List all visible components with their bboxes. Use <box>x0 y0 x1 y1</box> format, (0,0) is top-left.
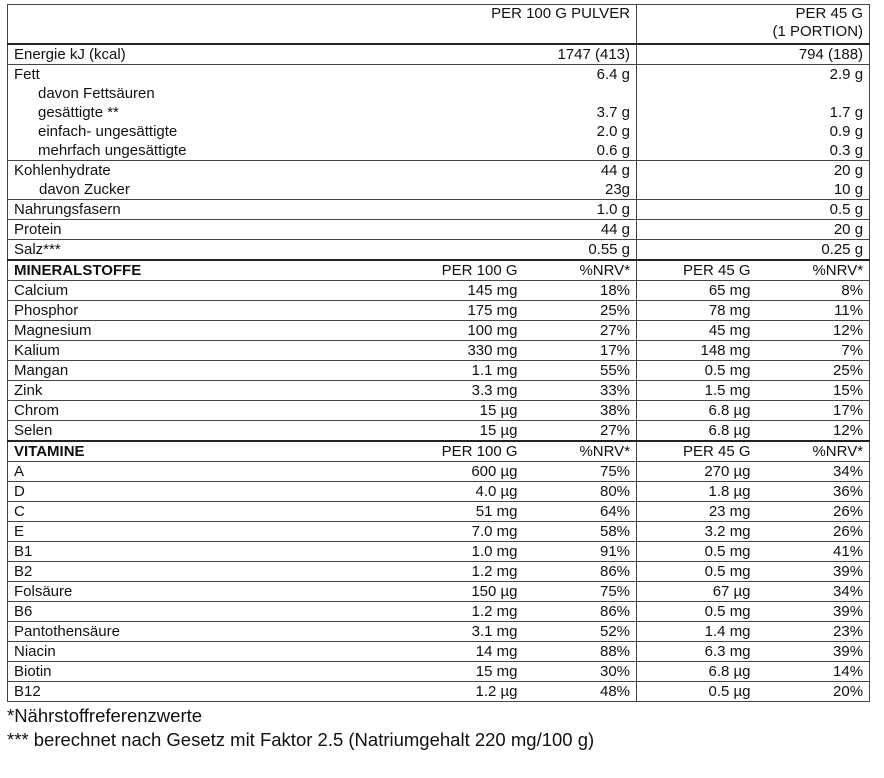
nutrition-row <box>8 180 870 200</box>
mineral-nrv-100g: 25% <box>524 301 637 321</box>
mineral-per-45g: 78 mg <box>637 301 757 321</box>
vitamin-header-row <box>8 441 870 462</box>
mineral-row <box>8 361 870 381</box>
mineral-nrv-45g: 7% <box>757 341 870 361</box>
mineral-per-100g: 3.3 mg <box>412 381 524 401</box>
vitamin-label: C <box>8 502 412 522</box>
vitamin-header-per-100g: PER 100 G <box>412 441 524 462</box>
vitamin-row <box>8 622 870 642</box>
mineral-nrv-100g: 27% <box>524 321 637 341</box>
nutrition-row <box>8 141 870 161</box>
vitamin-header-nrv-100g: %NRV* <box>524 441 637 462</box>
vitamin-nrv-45g: 26% <box>757 502 870 522</box>
vitamin-row <box>8 582 870 602</box>
nutrient-label: gesättigte ** <box>38 104 119 121</box>
mineral-nrv-100g: 55% <box>524 361 637 381</box>
nutrient-label: Kohlenhydrate <box>8 161 412 181</box>
nutrition-row <box>8 122 870 141</box>
header-row <box>8 5 870 45</box>
vitamin-nrv-45g: 26% <box>757 522 870 542</box>
nutrition-facts-sheet <box>7 4 869 750</box>
mineral-per-100g: 175 mg <box>412 301 524 321</box>
vitamin-nrv-100g: 64% <box>524 502 637 522</box>
nutrient-per-100g <box>412 84 637 103</box>
vitamin-row <box>8 682 870 702</box>
vitamin-nrv-100g: 91% <box>524 542 637 562</box>
mineral-per-100g: 145 mg <box>412 281 524 301</box>
vitamin-per-45g: 1.4 mg <box>637 622 757 642</box>
vitamin-row <box>8 662 870 682</box>
mineral-nrv-45g: 12% <box>757 321 870 341</box>
vitamin-per-100g: 14 mg <box>412 642 524 662</box>
vitamin-row <box>8 502 870 522</box>
mineral-per-45g: 6.8 µg <box>637 421 757 442</box>
vitamin-per-100g: 51 mg <box>412 502 524 522</box>
nutrient-per-45g: 0.3 g <box>637 141 870 161</box>
mineral-label: Zink <box>8 381 412 401</box>
vitamin-per-100g: 15 mg <box>412 662 524 682</box>
mineral-nrv-100g: 17% <box>524 341 637 361</box>
nutrient-per-100g: 0.6 g <box>596 142 631 159</box>
header-per-45g-line2: (1 PORTION) <box>772 23 864 40</box>
vitamin-nrv-100g: 88% <box>524 642 637 662</box>
mineral-per-45g: 148 mg <box>637 341 757 361</box>
nutrient-label: Fett <box>8 65 412 85</box>
mineral-nrv-45g: 15% <box>757 381 870 401</box>
mineral-row <box>8 401 870 421</box>
vitamin-row <box>8 602 870 622</box>
mineral-row <box>8 321 870 341</box>
nutrition-row <box>8 103 870 122</box>
mineral-label: Calcium <box>8 281 412 301</box>
footnotes <box>7 704 594 752</box>
vitamin-label: B1 <box>8 542 412 562</box>
vitamin-label: Niacin <box>8 642 412 662</box>
mineral-row <box>8 381 870 401</box>
nutrient-per-100g: 44 g <box>412 220 637 240</box>
nutrient-label: Energie kJ (kcal) <box>8 44 412 65</box>
nutrition-row <box>8 200 870 220</box>
mineral-per-100g: 15 µg <box>412 421 524 442</box>
vitamin-per-45g: 0.5 mg <box>637 542 757 562</box>
nutrition-row <box>8 65 870 85</box>
vitamin-per-100g: 1.2 µg <box>412 682 524 702</box>
vitamin-per-100g: 1.0 mg <box>412 542 524 562</box>
mineral-per-45g: 1.5 mg <box>637 381 757 401</box>
vitamin-nrv-100g: 58% <box>524 522 637 542</box>
nutrient-label: einfach- ungesättigte <box>38 123 178 140</box>
mineral-nrv-100g: 27% <box>524 421 637 442</box>
vitamin-row <box>8 542 870 562</box>
mineral-per-45g: 65 mg <box>637 281 757 301</box>
vitamin-per-45g: 67 µg <box>637 582 757 602</box>
mineral-nrv-45g: 25% <box>757 361 870 381</box>
nutrient-per-45g: 2.9 g <box>637 65 870 85</box>
nutrient-per-45g <box>637 84 870 103</box>
mineral-label: Selen <box>8 421 412 442</box>
vitamin-label: B6 <box>8 602 412 622</box>
vitamin-row <box>8 522 870 542</box>
vitamin-nrv-45g: 39% <box>757 562 870 582</box>
vitamin-nrv-45g: 23% <box>757 622 870 642</box>
vitamin-per-45g: 1.8 µg <box>637 482 757 502</box>
nutrient-per-45g: 20 g <box>637 220 870 240</box>
vitamin-per-45g: 6.8 µg <box>637 662 757 682</box>
mineral-per-100g: 15 µg <box>412 401 524 421</box>
nutrition-row <box>8 161 870 181</box>
mineral-nrv-45g: 8% <box>757 281 870 301</box>
vitamin-row <box>8 642 870 662</box>
nutrient-per-100g: 23g <box>605 181 631 198</box>
nutrient-per-100g: 1.0 g <box>412 200 637 220</box>
nutrient-label: mehrfach ungesättigte <box>38 142 187 159</box>
mineral-label: Mangan <box>8 361 412 381</box>
vitamin-label: Folsäure <box>8 582 412 602</box>
vitamin-nrv-100g: 52% <box>524 622 637 642</box>
vitamin-nrv-45g: 14% <box>757 662 870 682</box>
vitamin-nrv-100g: 75% <box>524 582 637 602</box>
mineral-per-45g: 0.5 mg <box>637 361 757 381</box>
mineral-nrv-45g: 11% <box>757 301 870 321</box>
mineral-header-row <box>8 260 870 281</box>
vitamin-nrv-100g: 30% <box>524 662 637 682</box>
nutrient-per-45g: 1.7 g <box>637 103 870 122</box>
vitamin-header-per-45g: PER 45 G <box>637 441 757 462</box>
mineral-per-45g: 45 mg <box>637 321 757 341</box>
mineral-label: Phosphor <box>8 301 412 321</box>
nutrient-per-100g: 0.55 g <box>412 240 637 261</box>
vitamin-nrv-45g: 34% <box>757 462 870 482</box>
vitamin-per-45g: 23 mg <box>637 502 757 522</box>
header-per-45g-line1: PER 45 G <box>795 5 864 22</box>
footnote-salt: *** berechnet nach Gesetz mit Faktor 2.5 (Natriumgehalt 220 mg/100 g) <box>7 729 595 750</box>
nutrient-per-45g: 20 g <box>637 161 870 181</box>
mineral-row <box>8 421 870 442</box>
mineral-header-nrv-45g: %NRV* <box>757 260 870 281</box>
vitamin-label: Pantothensäure <box>8 622 412 642</box>
vitamin-per-100g: 150 µg <box>412 582 524 602</box>
header-per-45g <box>637 5 870 45</box>
vitamin-label: B12 <box>8 682 412 702</box>
mineral-label: Magnesium <box>8 321 412 341</box>
vitamin-nrv-45g: 36% <box>757 482 870 502</box>
vitamin-per-45g: 0.5 mg <box>637 562 757 582</box>
nutrition-row <box>8 220 870 240</box>
mineral-row <box>8 301 870 321</box>
vitamin-label: B2 <box>8 562 412 582</box>
nutrient-label: Nahrungsfasern <box>8 200 412 220</box>
nutrient-label: davon Fettsäuren <box>38 85 155 102</box>
header-per-100g: PER 100 G PULVER <box>491 5 631 22</box>
mineral-row <box>8 341 870 361</box>
vitamin-per-100g: 7.0 mg <box>412 522 524 542</box>
mineral-nrv-100g: 38% <box>524 401 637 421</box>
nutrition-row <box>8 44 870 65</box>
vitamin-per-45g: 6.3 mg <box>637 642 757 662</box>
nutrient-label: davon Zucker <box>39 181 130 198</box>
vitamin-per-100g: 3.1 mg <box>412 622 524 642</box>
vitamin-nrv-45g: 41% <box>757 542 870 562</box>
mineral-row <box>8 281 870 301</box>
mineral-nrv-45g: 17% <box>757 401 870 421</box>
vitamin-per-45g: 270 µg <box>637 462 757 482</box>
mineral-per-100g: 1.1 mg <box>412 361 524 381</box>
nutrition-row <box>8 84 870 103</box>
vitamin-nrv-100g: 86% <box>524 602 637 622</box>
vitamin-nrv-45g: 39% <box>757 602 870 622</box>
nutrient-per-45g: 0.9 g <box>637 122 870 141</box>
vitamin-header-nrv-45g: %NRV* <box>757 441 870 462</box>
nutrient-per-100g: 1747 (413) <box>412 44 637 65</box>
vitamin-nrv-45g: 39% <box>757 642 870 662</box>
vitamin-label: E <box>8 522 412 542</box>
mineral-per-45g: 6.8 µg <box>637 401 757 421</box>
nutrient-per-100g: 44 g <box>412 161 637 181</box>
vitamin-per-100g: 1.2 mg <box>412 562 524 582</box>
vitamin-per-100g: 600 µg <box>412 462 524 482</box>
vitamin-nrv-100g: 75% <box>524 462 637 482</box>
nutrient-per-100g: 6.4 g <box>412 65 637 85</box>
vitamin-row <box>8 482 870 502</box>
vitamin-row <box>8 462 870 482</box>
vitamin-title: VITAMINE <box>8 441 412 462</box>
mineral-header-per-45g: PER 45 G <box>637 260 757 281</box>
nutrient-per-100g: 2.0 g <box>596 123 631 140</box>
mineral-title: MINERALSTOFFE <box>8 260 412 281</box>
mineral-nrv-100g: 33% <box>524 381 637 401</box>
nutrition-row <box>8 240 870 261</box>
nutrient-per-45g: 10 g <box>637 180 870 200</box>
mineral-nrv-100g: 18% <box>524 281 637 301</box>
mineral-header-per-100g: PER 100 G <box>412 260 524 281</box>
nutrient-per-45g: 794 (188) <box>637 44 870 65</box>
mineral-label: Chrom <box>8 401 412 421</box>
vitamin-per-45g: 3.2 mg <box>637 522 757 542</box>
vitamin-nrv-100g: 80% <box>524 482 637 502</box>
vitamin-row <box>8 562 870 582</box>
nutrient-per-100g: 3.7 g <box>596 104 631 121</box>
mineral-per-100g: 330 mg <box>412 341 524 361</box>
vitamin-label: Biotin <box>8 662 412 682</box>
nutrition-table <box>7 4 870 702</box>
vitamin-per-100g: 1.2 mg <box>412 602 524 622</box>
footnote-nrv: *Nährstoffreferenzwerte <box>7 705 203 726</box>
vitamin-nrv-45g: 34% <box>757 582 870 602</box>
mineral-header-nrv-100g: %NRV* <box>524 260 637 281</box>
vitamin-nrv-45g: 20% <box>757 682 870 702</box>
vitamin-per-45g: 0.5 mg <box>637 602 757 622</box>
nutrient-label: Protein <box>8 220 412 240</box>
nutrient-per-45g: 0.25 g <box>637 240 870 261</box>
mineral-per-100g: 100 mg <box>412 321 524 341</box>
vitamin-nrv-100g: 86% <box>524 562 637 582</box>
vitamin-per-100g: 4.0 µg <box>412 482 524 502</box>
mineral-label: Kalium <box>8 341 412 361</box>
nutrient-per-45g: 0.5 g <box>637 200 870 220</box>
mineral-nrv-45g: 12% <box>757 421 870 442</box>
nutrient-label: Salz*** <box>8 240 412 261</box>
vitamin-label: D <box>8 482 412 502</box>
vitamin-label: A <box>8 462 412 482</box>
vitamin-nrv-100g: 48% <box>524 682 637 702</box>
vitamin-per-45g: 0.5 µg <box>637 682 757 702</box>
